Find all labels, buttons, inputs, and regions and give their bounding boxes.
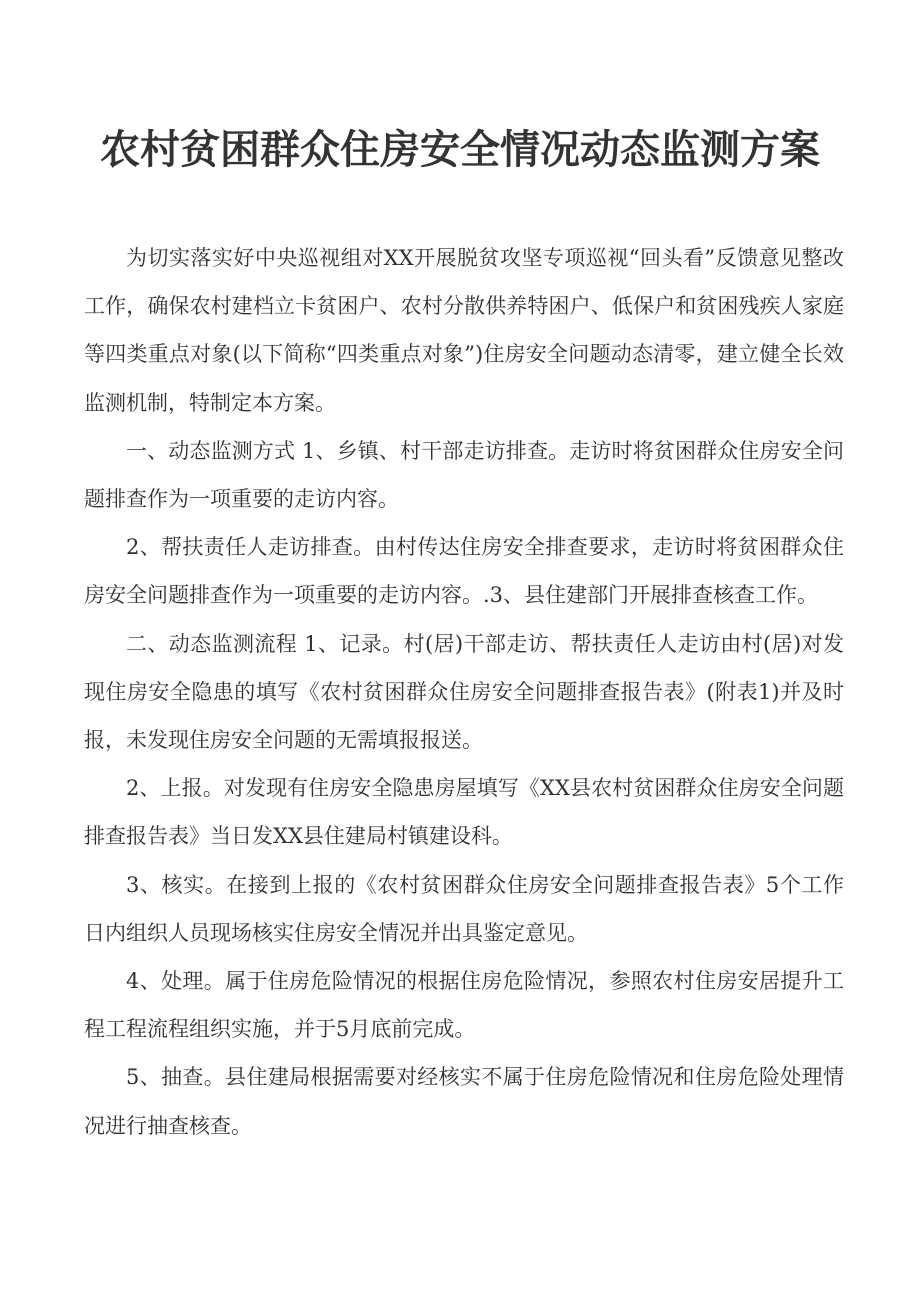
paragraph-assistance-visit: 2、帮扶责任人走访排查。由村传达住房安全排查要求，走访时将贫困群众住房安全问题排查作为一项重要的走访内容。.3、县住建部门开展排查核查工作。 bbox=[84, 535, 844, 608]
document-body bbox=[84, 234, 844, 1150]
paragraph-spot-check: 5、抽查。县住建局根据需要对经核实不属于住房危险情况和住房危险处理情况进行抽查核查。 bbox=[84, 1065, 844, 1138]
paragraph-verify: 3、核实。在接到上报的《农村贫困群众住房安全问题排查报告表》5个工作日内组织人员现场核实住房安全情况并出具鉴定意见。 bbox=[84, 872, 844, 945]
document-title: 农村贫困群众住房安全情况动态监测方案 bbox=[100, 126, 820, 173]
paragraph-report: 2、上报。对发现有住房安全隐患房屋填写《XX县农村贫困群众住房安全问题排查报告表》当日发XX县住建局村镇建设科。 bbox=[84, 776, 844, 849]
paragraph-monitoring-process: 二、动态监测流程 1、记录。村(居)干部走访、帮扶责任人走访由村(居)对发现住房安全隐患的填写《农村贫困群众住房安全问题排查报告表》(附表1)并及时报，未发现住房安全问题的无需填报报送。 bbox=[84, 631, 844, 753]
paragraph-monitoring-method: 一、动态监测方式 1、乡镇、村干部走访排查。走访时将贫困群众住房安全问题排查作为一项重要的走访内容。 bbox=[84, 438, 844, 512]
paragraph-intro: 为切实落实好中央巡视组对XX开展脱贫攻坚专项巡视“回头看”反馈意见整改工作，确保农村建档立卡贫困户、农村分散供养特困户、低保户和贫困残疾人家庭等四类重点对象(以下简称“四类重点对象”)住房安全问题动态清零，建立健全长效监测机制，特制定本方案。 bbox=[84, 246, 844, 415]
paragraph-handle: 4、处理。属于住房危险情况的根据住房危险情况，参照农村住房安居提升工程工程流程组织实施，并于5月底前完成。 bbox=[84, 969, 844, 1042]
